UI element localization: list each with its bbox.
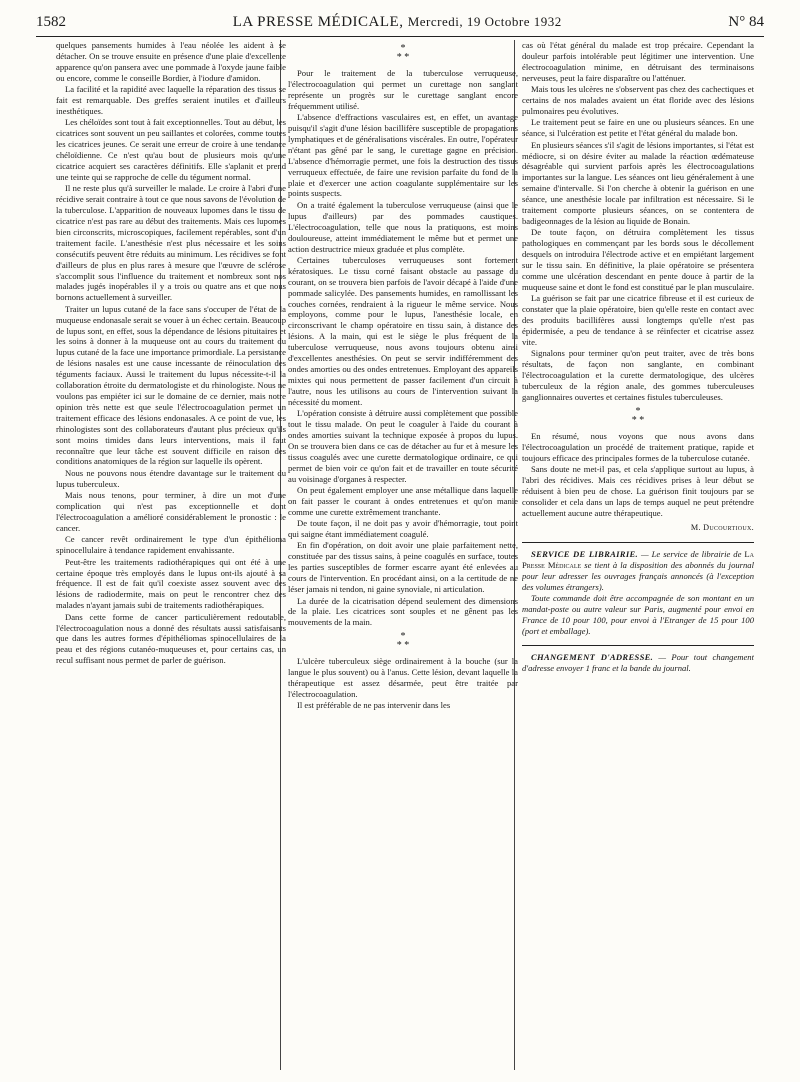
paragraph: Mais nous tenons, pour terminer, à dire un mot d'une complication qui n'est pas exceptionnelle et dont l'électrocoagulation a amélioré considérablement le pronostic : le cancer. — [56, 490, 286, 533]
paragraph: Les chéloïdes sont tout à fait exceptionnelles. Tout au début, les cicatrices sont souvent un peu saillantes et colorées, comme toutes les cicatrices jeunes. Ce serait une erreur de croire à une tendance chéloïdienne. Ce n'est qu'au bout de plusieurs mois qu'une cicatrice acquiert ses caractères définitifs. Elle s'aplanit et prend une teinte qui se rapproche de celle du tégument normal. — [56, 117, 286, 182]
paragraph: Ce cancer revêt ordinairement le type d'un épithélioma spinocellulaire à tendance rapidement envahissante. — [56, 534, 286, 556]
notice-rule — [522, 542, 754, 543]
notice-title: SERVICE DE LIBRAIRIE. — [531, 548, 638, 559]
notice-text: Toute commande doit être accompagnée de son montant en un mandat-poste ou autre valeur sur Paris, augmenté pour envoi en France de 10 pour 100, pour envoi à l'Etranger de 15 pour 100 (port et emballage). — [522, 592, 754, 636]
journal-title — [233, 14, 562, 31]
paragraph: Certaines tuberculoses verruqueuses sont fortement kératosiques. Le tissu corné faisant obstacle au passage du courant, on se trouvera bien parfois de l'avoir décapé à l'aide d'une pommade salicylée. Des pansements humides, en ramollissant les couches cornées, rendraient à la rigueur le même service. Nous employons, comme pour le lupus, l'anesthésie locale, en circonscrivant le champ opératoire en tissu sain, à distance des lésions. A la main, qui est le siège le plus fréquent de la tuberculose verruqueuse, nous avons toujours obtenu ainsi d'excellentes anesthésies. On peut se servir indifféremment des ondes amorties ou des ondes entretenues. Employant des appareils mixtes qui nous permettent de passer facilement d'un circuit à l'autre, nous les utilisons au cours de l'intervention suivant la nécessité du moment. — [288, 254, 518, 407]
paragraph: Signalons pour terminer qu'on peut traiter, avec de très bons résultats, de façon non sanglante, en combinant l'électrocoagulation et la curette dermatologique, des ulcères tuberculeux de la région anale, des gommes tuberculeuses ganglionnaires ouvertes et certaines fistules tuberculeuses. — [522, 348, 754, 402]
paragraph: La facilité et la rapidité avec laquelle la réparation des tissus se fait est remarquable. Des greffes seraient inutiles et d'ailleurs inesthétiques. — [56, 84, 286, 116]
paragraph: En fin d'opération, on doit avoir une plaie parfaitement nette, constituée par des tissus sains, à peine coagulés en surface, toutes les parties susceptibles de former escarre ayant été enlevées au cours de l'intervention. En procédant ainsi, on a la certitude de ne léser jamais ni tendon, ni gaine synoviale, ni articulation. — [288, 540, 518, 595]
notice-service-librairie — [522, 549, 754, 637]
paragraph: La durée de la cicatrisation dépend seulement des dimensions de la plaie. Les cicatrices sont souples et ne gênent pas les mouvements de la main. — [288, 595, 518, 628]
paragraph: L'ulcère tuberculeux siège ordinairement à la bouche (sur la langue le plus souvent) ou à l'anus. Cette lésion, devant laquelle la thérapeutique est assez désarmée, peut être traitée par l'électrocoagulation. — [288, 656, 518, 699]
paragraph: De toute façon, il ne doit pas y avoir d'hémorragie, tout point qui saigne étant immédiatement coagulé. — [288, 518, 518, 540]
notice-text: — Le service de librairie de — [637, 548, 745, 559]
paragraph: Mais tous les ulcères ne s'observent pas chez des cachectiques et certains de nos malades avaient un état floride avec des lésions pulmonaires peu évolutives. — [522, 84, 754, 116]
issue-date: Mercredi, 19 Octobre 1932 — [407, 14, 562, 29]
paragraph: Pour le traitement de la tuberculose verruqueuse, l'électrocoagulation qui permet un curettage non sanglant représente un progrès sur le curettage sanglant encore fréquemment utilisé. — [288, 68, 518, 111]
paragraph: Sans doute ne met-il pas, et cela s'applique surtout au lupus, à l'abri des récidives. Mais ces récidives prises à leur début se réduisent à bien peu de chose. La guérison finit toujours par se consolider et cela dans un laps de temps auquel ne peut prétendre actuellement aucune autre thérapeutique. — [522, 464, 754, 518]
section-stars: * * * — [396, 631, 410, 652]
paragraph: Traiter un lupus cutané de la face sans s'occuper de l'état de la muqueuse endonasale serait se vouer à un échec certain. Beaucoup de lupus sont, en effet, sous la dépendance de lésions pituitaires et les soins à donner à la muqueuse ont au cours du traitement du lupus cutané de la face une importance primordiale. La persistance de lésions nasales est une cause incessante de réinoculation des téguments faciaux. Aussi le traitement du lupus nécessite-t-il la collaboration étroite du dermatologiste et du rhinologiste. Nous ne voulons pas empiéter ici sur le domaine de ce dernier, mais notre opinion très nette est que seule l'électrocoagulation permet un traitement efficace des lésions endonasales. A ce point de vue, les rhinologistes sont des collaborateurs d'autant plus précieux qu'ils sont moins timides dans leurs interventions, mais il faut reconnaître que leur tâche est souvent difficile en raison des conditions anatomiques de la région sur laquelle ils opèrent. — [56, 303, 286, 467]
paragraph: Il ne reste plus qu'à surveiller le malade. Le croire à l'abri d'une récidive serait contraire à tout ce que nous savons de l'évolution de la tuberculose. L'apparition de nouveaux lupomes dans le tissu de cicatrice n'est pas rare au début des traitements. Mais ces lupomes bien circonscrits, microscopiques, facilement repérables, sont d'un traitement facile. L'anesthésie n'est plus nécessaire et les soins consécutifs peuvent être réduits au minimum. Les récidives se font d'ailleurs de plus en plus rares à mesure que l'œuvre de sclérose s'accomplit sous l'influence du traitement et nombreux sont nos malades jugés inopérables il y a trois ou quatre ans et que nous bornons actuellement à surveiller. — [56, 183, 286, 303]
notice-rule — [522, 645, 754, 646]
paragraph: Peut-être les traitements radiothérapiques qui ont été à une certaine époque très employés dans le lupus ont-ils ajouté à sa fréquence. Il est de fait qu'il coexiste assez souvent avec des lésions de radiodermite, mais on peut le rencontrer chez des malades n'ayant jamais subi de traitements radiothérapiques. — [56, 556, 286, 611]
paragraph: Nous ne pouvons nous étendre davantage sur le traitement du lupus tuberculeux. — [56, 467, 286, 489]
paragraph: Le traitement peut se faire en une ou plusieurs séances. En une séance, si l'ulcération est petite et l'état général du malade bon. — [522, 117, 754, 139]
notice-text: — Pour tout changement d'adresse envoyer 1 franc et la bande du journal. — [522, 651, 754, 673]
section-stars: * * * — [631, 405, 645, 426]
journal-name-inline: La Presse Médicale — [522, 548, 754, 570]
notice-title: CHANGEMENT D'ADRESSE. — [531, 651, 654, 662]
paragraph: On a traité également la tuberculose verruqueuse (ainsi que le lupus d'ailleurs) par des pommades caustiques. L'électrocoagulation, telle que nous la pratiquons, est moins douloureuse, atteint immédiatement le même but et permet une action destructrice mieux graduée et plus complète. — [288, 199, 518, 254]
paragraph: En plusieurs séances s'il s'agit de lésions importantes, si l'état est médiocre, si on désire éviter au malade la réaction œdémateuse désagréable qui survient parfois après les électrocoagulations importantes sur la langue. Les séances ont lieu généralement à une semaine d'intervalle. Si l'on cherche à obtenir la guérison en une séance, une anesthésie locale par infiltration est nécessaire. Si le traitement comporte plusieurs séances, on se contentera de badigeonnages de la lésion au liquide de Bonain. — [522, 139, 754, 226]
paragraph: Il est préférable de ne pas intervenir dans les — [297, 700, 451, 711]
column-3 — [522, 40, 754, 1070]
author-signature: M. Ducourtioux. — [690, 522, 754, 532]
paragraph: Dans cette forme de cancer particulièrement redoutable, l'électrocoagulation nous a donné des résultats aussi satisfaisants que dans les autres formes d'épithéliomas spinocellulaires de la peau et des régions cutanéo-muqueuses et, pour certains cas, un recul suffisant nous permet de parler de guérison. — [56, 611, 286, 666]
paragraph: De toute façon, on détruira complètement les tissus pathologiques en commençant par les bords sous le décollement desquels on introduira l'électrode active et en empiétant largement sur le tissu sain. En définitive, la plaie opératoire se présentera comme une ulcération descendant en pente douce à partir de la muqueuse saine et dont le fond est constitué par le plan musculaire. — [522, 227, 754, 292]
paragraph: En résumé, nous voyons que nous avons dans l'électrocoagulation un procédé de traitement pratique, rapide et toujours efficace des principales formes de la tuberculose cutanée. — [522, 430, 754, 463]
paragraph: L'opération consiste à détruire aussi complètement que possible tout le tissu malade. On peut le coaguler à l'aide du courant à ondes amorties suivant la technique exposée à propos du lupus. On se trouvera bien dans ce cas de détacher au fur et à mesure les tissus coagulés avec une curette dermatologique ordinaire, ce qui permet de bien voir ce qu'on fait et de travailler en toute sécurité au voisinage d'organes à respecter. — [288, 408, 518, 484]
journal-name: LA PRESSE MÉDICALE, — [232, 14, 404, 30]
page-header — [36, 14, 764, 34]
paragraph: quelques pansements humides à l'eau néolée les aident à se détacher. On se trouve ensuite en présence d'une plaie d'excellente apparence qu'on pansera avec une pommade à l'oxyde jaune faible ou encore, comme le conseille Bordier, à l'iodure d'amidon. — [56, 40, 286, 83]
paragraph: On peut également employer une anse métallique dans laquelle on fait passer le courant à ondes entretenues et qu'on manie comme une curette extrêmement tranchante. — [288, 484, 518, 517]
column-1 — [56, 40, 286, 1070]
notice-text: se tient à la disposition des abonnés du journal pour leur adresser les ouvrages français annoncés (à l'exception des volumes étrangers). — [522, 559, 754, 592]
page-number: 1582 — [36, 14, 66, 30]
issue-number: N° 84 — [728, 14, 764, 30]
section-stars: * * * — [396, 43, 410, 63]
paragraph: L'absence d'effractions vasculaires est, en effet, un avantage puisqu'il s'agit d'une lésion bacillifère susceptible de propagations lymphatiques et de généralisations viscérales. En outre, l'opérateur n'étant pas gêné par le sang, le curettage gagne en précision. L'absence d'hémorragie permet, une fois la destruction des tissus verruqueux effectuée, de faire une revision parfaite du fond de la plaie et d'exercer une action coagulante supplémentaire sur les points suspects. — [288, 112, 518, 199]
notice-changement-adresse — [522, 652, 754, 674]
paragraph: La guérison se fait par une cicatrice fibreuse et il est curieux de constater que la plaie opératoire, bien qu'elle reste en contact avec des produits bacillifères aussi longtemps qu'elle n'est pas épidermisée, a peu de tendance à se réinfecter et cicatrise assez vite. — [522, 293, 754, 347]
header-rule — [36, 36, 764, 37]
column-2 — [288, 40, 518, 1070]
paragraph: cas où l'état général du malade est trop précaire. Cependant la douleur parfois intolérable peut légitimer une intervention. Une électrocoagulation minime, en détruisant des terminaisons nerveuses, peut la faire disparaître ou l'atténuer. — [522, 40, 754, 83]
